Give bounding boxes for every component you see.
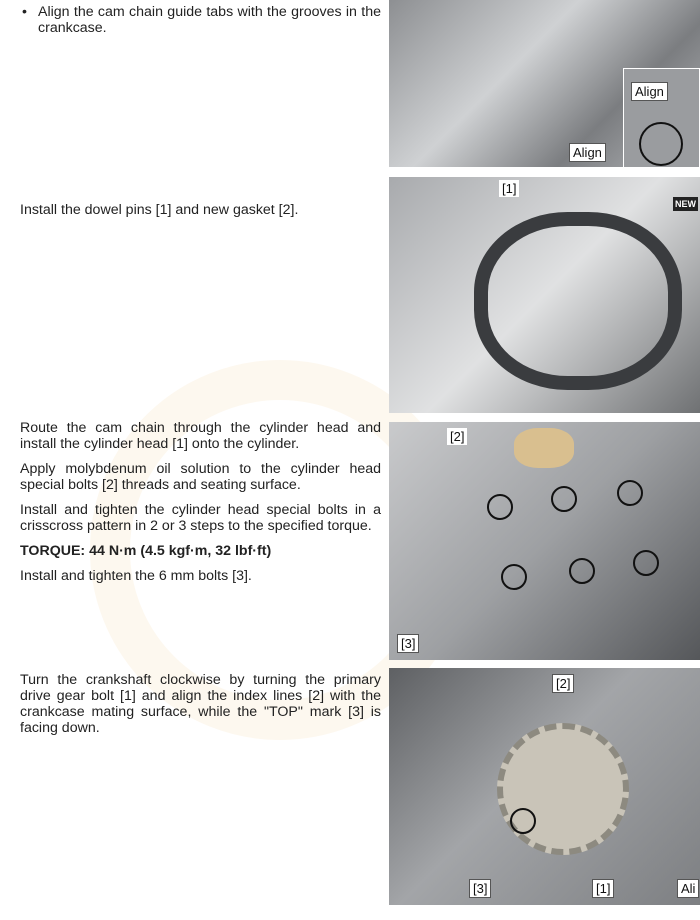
callout-3: [3] [397,634,419,653]
bolt-circle [633,550,659,576]
callout-3: [3] [469,879,491,898]
align-label: Ali [677,879,699,898]
photo-cylinder-head [389,422,700,660]
bolt-circle [487,494,513,520]
gasket-shape [474,212,682,390]
step-dowel-pins [20,202,381,227]
highlight-circle [639,122,683,166]
bolt-circle [501,564,527,590]
step-text: Install the dowel pins [1] and new gasket [2]. [20,202,299,218]
align-label: Align [631,82,668,101]
top-mark-circle [510,808,536,834]
bullet-marker: • [22,4,27,20]
step-text: Install and tighten the 6 mm bolts [3]. [20,568,252,584]
bolt-circle [551,486,577,512]
photo-primary-gear [389,668,700,905]
new-part-icon: NEW [675,199,696,209]
drive-gear [497,723,629,855]
photo-cam-chain-guide [389,0,700,167]
step-text: Align the cam chain guide tabs with the grooves in the crankcase. [38,4,381,36]
callout-2: [2] [447,428,467,445]
step-text: Apply molybdenum oil solution to the cylinder head special bolts [2] threads and seating surface. [20,461,381,493]
cover-cloth [514,428,574,468]
step-crankshaft [20,672,381,745]
callout-2: [2] [552,674,574,693]
step-text: Turn the crankshaft clockwise by turning the primary drive gear bolt [1] and align the index lines [2] with the crankcase mating surface, while the "TOP" mark [3] is facing down. [20,672,381,736]
step-align-cam-guide [20,4,381,36]
step-text: Install and tighten the cylinder head special bolts in a crisscross pattern in 2 or 3 steps to the specified torque. [20,502,381,534]
torque-spec: TORQUE: 44 N·m (4.5 kgf·m, 32 lbf·ft) [20,543,272,559]
step-text: Route the cam chain through the cylinder head and install the cylinder head [1] onto the cylinder. [20,420,381,452]
callout-1: [1] [499,180,519,197]
bolt-circle [569,558,595,584]
step-cylinder-head [20,420,381,593]
align-label: Align [569,143,606,162]
callout-1: [1] [592,879,614,898]
bolt-circle [617,480,643,506]
photo-gasket [389,177,700,413]
